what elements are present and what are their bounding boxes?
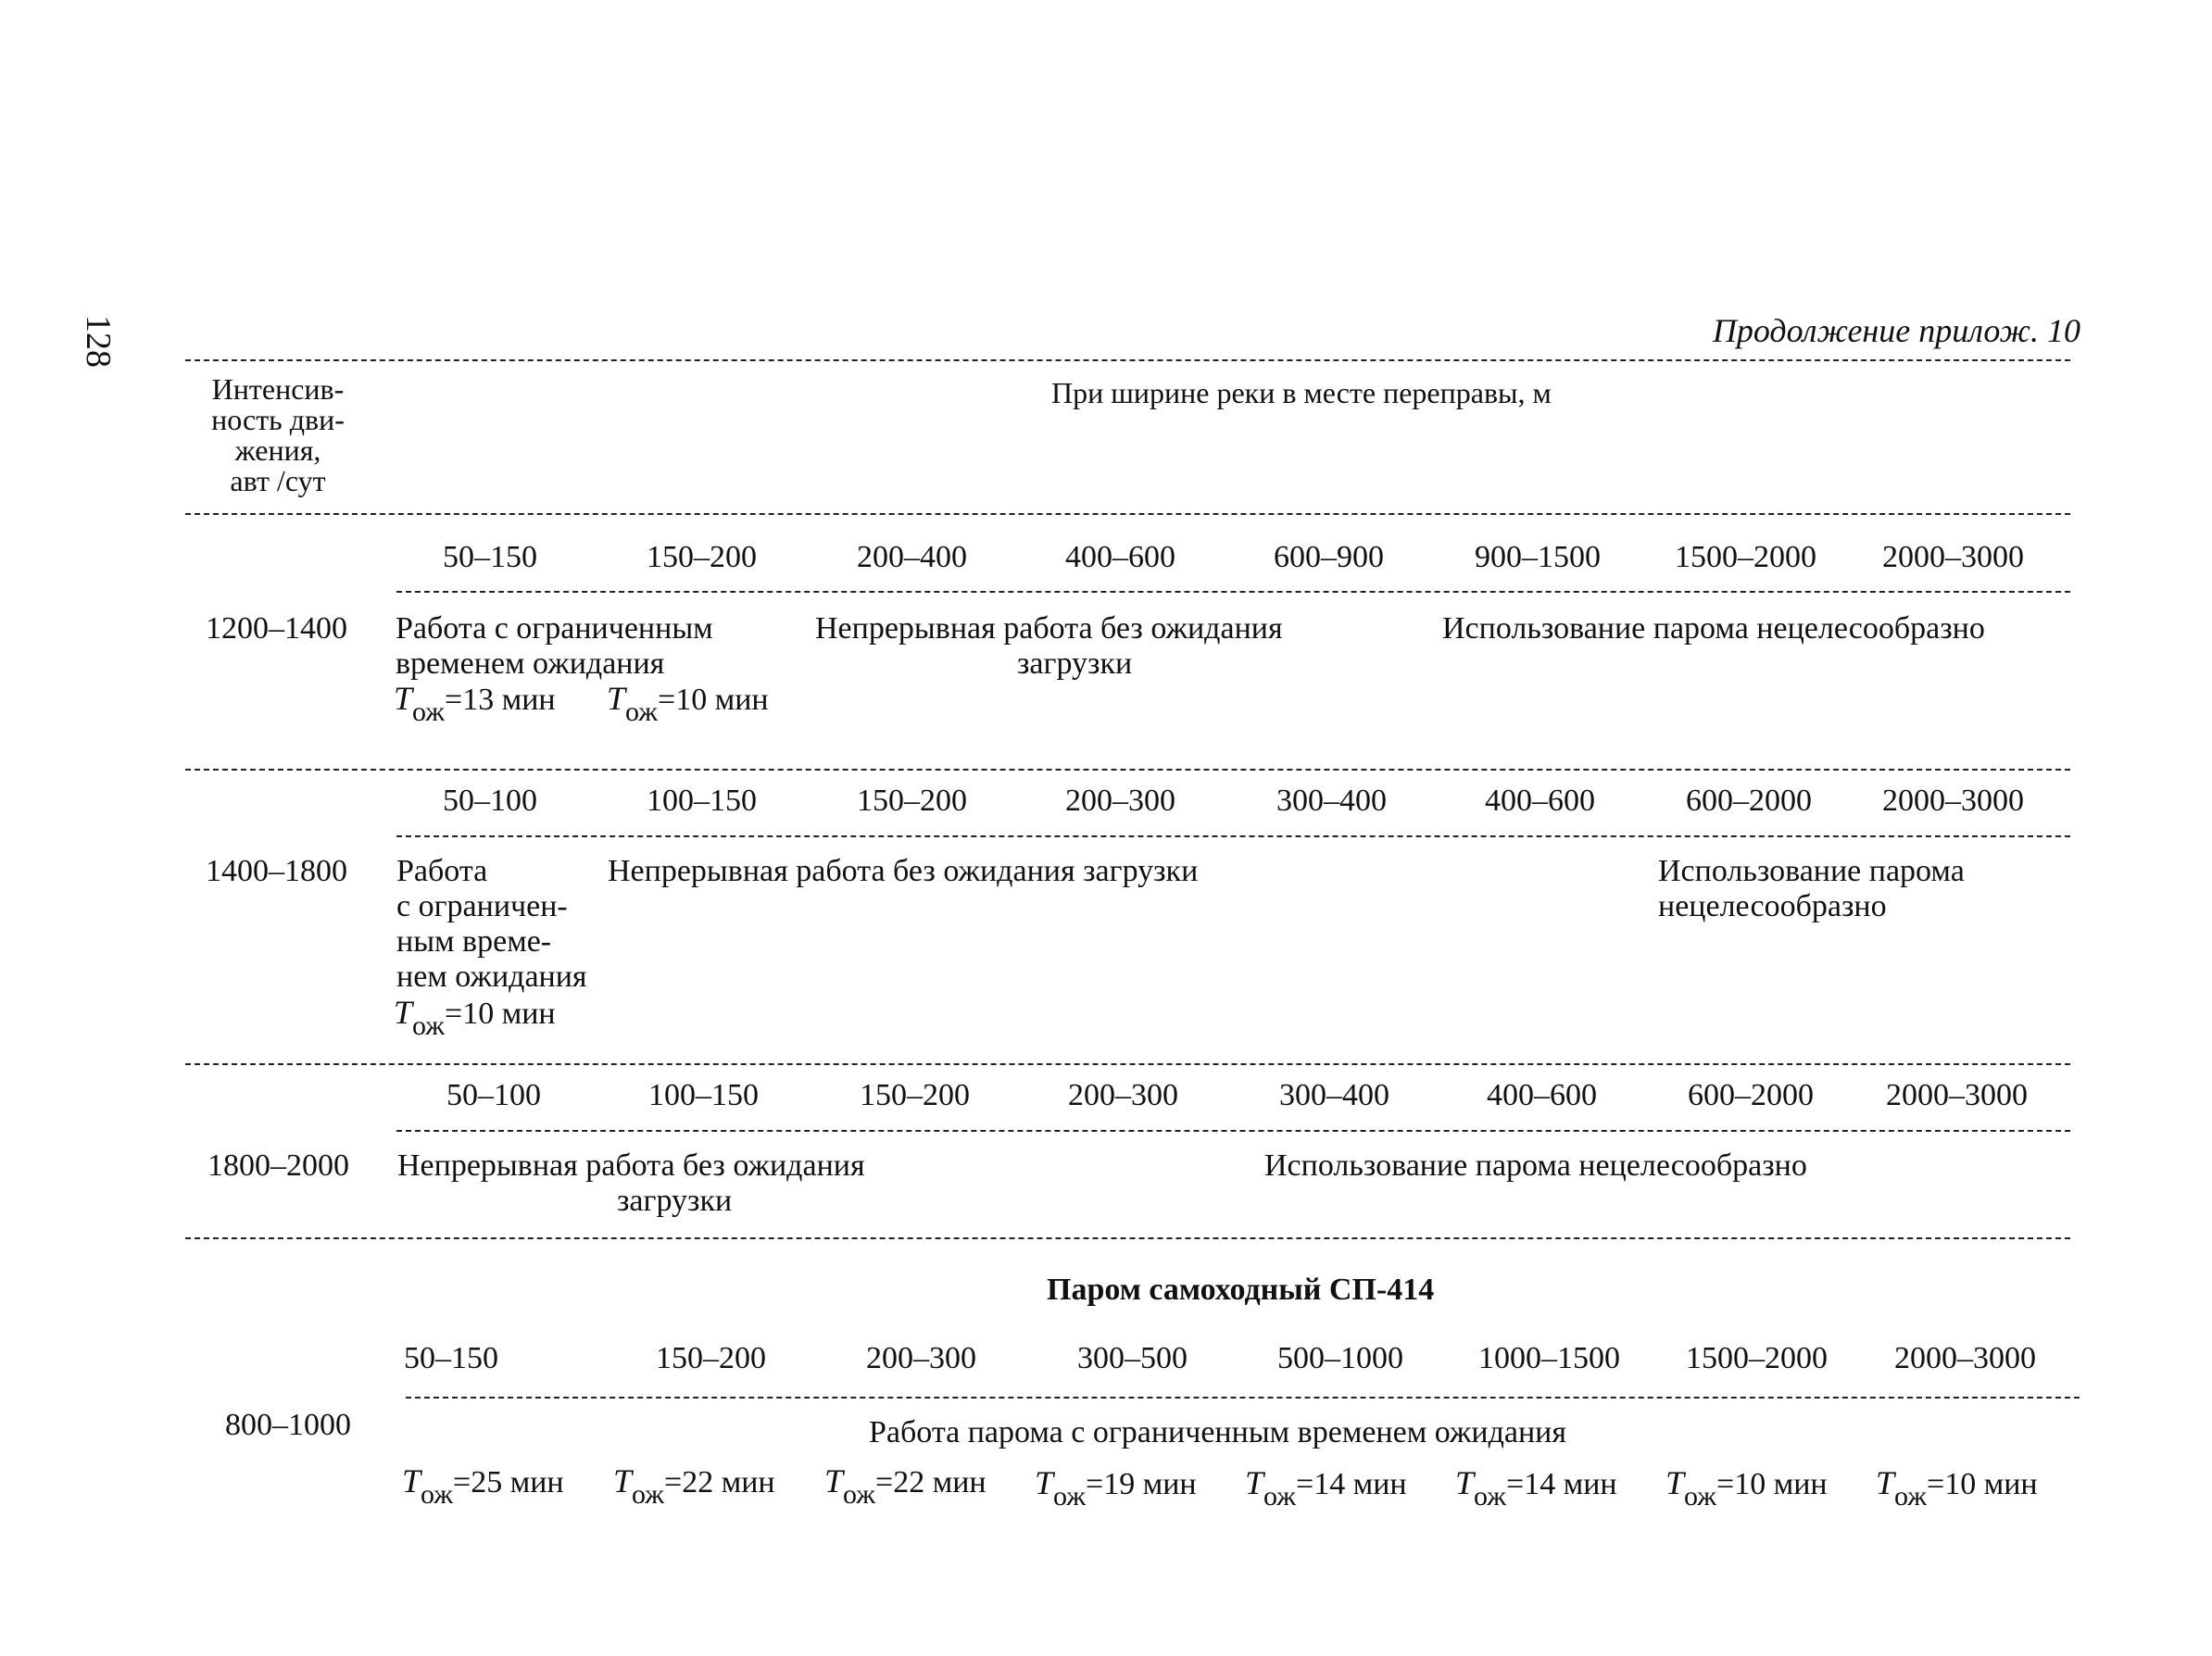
range-cell: 1000–1500: [1478, 1341, 1620, 1375]
range-cell: 500–1000: [1277, 1341, 1403, 1375]
rule-ranges: [396, 1130, 2070, 1132]
range-cell: 100–150: [647, 784, 757, 818]
not-advisable-line: Использование парома нецелесообразно: [1264, 1148, 1807, 1183]
page-number: 128: [79, 315, 118, 368]
wait-time: [1876, 1463, 2038, 1512]
wait-value: =25 мин: [453, 1465, 564, 1499]
range-cell: 600–2000: [1686, 784, 1812, 818]
range-cell: 50–100: [446, 1078, 541, 1112]
limited-wait-line: временем ожидания: [396, 646, 665, 681]
wait-time: [1665, 1463, 1828, 1512]
continuous-text: [608, 854, 1198, 889]
range-cell: 100–150: [648, 1078, 759, 1112]
header-span-title: При ширине реки в месте переправы, м: [1051, 376, 1552, 409]
rule-section: [185, 769, 2070, 771]
limited-wait-line: Работа: [396, 854, 488, 888]
not-advisable-line: Использование парома нецелесообразно: [1442, 611, 1985, 646]
wait-value: =19 мин: [1086, 1467, 1197, 1501]
wait-symbol: T: [613, 1462, 633, 1499]
continuous-line: загрузки: [617, 1184, 733, 1218]
limited-wait-line: нем ожидания: [396, 960, 587, 994]
wait-value: =22 мин: [875, 1465, 987, 1499]
range-cell: 600–2000: [1688, 1078, 1814, 1112]
wait-symbol: T: [607, 680, 626, 717]
wait-symbol: T: [1245, 1464, 1264, 1501]
wait-subscript: ож: [1894, 1481, 1928, 1512]
wait-symbol: T: [824, 1462, 844, 1499]
wait-value: =10 мин: [445, 997, 556, 1031]
range-cell: 400–600: [1485, 784, 1595, 818]
wait-value: =22 мин: [664, 1465, 775, 1499]
wait-symbol: T: [394, 994, 413, 1031]
not-advisable-line: нецелесообразно: [1658, 889, 1887, 923]
continuation-label: Продолжение прилож. 10: [1712, 312, 2080, 349]
wait-subscript: ож: [1263, 1481, 1297, 1512]
rule-section: [185, 1063, 2070, 1065]
range-cell: 2000–3000: [1882, 540, 2024, 574]
range-cell: 2000–3000: [1894, 1341, 2036, 1375]
wait-value: =13 мин: [445, 683, 556, 717]
header-intensity-line: жения,: [234, 433, 321, 467]
wait-value: =14 мин: [1506, 1467, 1617, 1501]
wait-time: [402, 1462, 564, 1511]
range-cell: 200–300: [1068, 1078, 1178, 1112]
intensity-value: 1200–1400: [206, 611, 347, 646]
range-cell: 150–200: [656, 1341, 766, 1375]
header-intensity: [195, 374, 361, 496]
range-cell: 200–300: [866, 1341, 976, 1375]
limited-wait-text: [396, 854, 587, 995]
rule-ranges: [396, 835, 2070, 837]
wait-symbol: T: [1035, 1464, 1054, 1501]
wait-subscript: ож: [843, 1479, 876, 1510]
range-cell: 2000–3000: [1882, 784, 2024, 818]
limited-wait-line: Работа с ограниченным: [396, 611, 713, 646]
continuous-line: Непрерывная работа без ожидания: [397, 1148, 865, 1183]
wait-subscript: ож: [412, 696, 446, 727]
header-intensity-line: ность дви-: [211, 403, 345, 436]
wait-time: [1035, 1463, 1197, 1512]
wait-time: [394, 993, 556, 1042]
wait-symbol: T: [1455, 1464, 1475, 1501]
not-advisable-text: [1264, 1148, 1807, 1184]
continuous-text: [397, 1148, 865, 1219]
wait-value: =10 мин: [1927, 1467, 2038, 1501]
header-intensity-line: Интенсив-: [211, 372, 345, 406]
range-cell: 50–100: [443, 784, 537, 818]
range-cell: 400–600: [1487, 1078, 1597, 1112]
rule-header-bottom: [185, 513, 2070, 515]
wait-symbol: T: [1665, 1464, 1685, 1501]
wait-subscript: ож: [412, 1010, 446, 1041]
limited-wait-line: ным време-: [396, 924, 552, 959]
range-cell: 50–150: [443, 540, 537, 574]
range-cell: 300–400: [1279, 1078, 1389, 1112]
range-cell: 200–300: [1065, 784, 1175, 818]
range-cell: 150–200: [860, 1078, 970, 1112]
continuous-line: Непрерывная работа без ожидания загрузки: [608, 854, 1199, 888]
intensity-value: 800–1000: [225, 1408, 351, 1442]
limited-wait-line: с ограничен-: [396, 889, 568, 923]
rule-top: [185, 359, 2070, 361]
range-cell: 300–500: [1077, 1341, 1188, 1375]
wait-time: [607, 679, 769, 728]
wait-symbol: T: [394, 680, 413, 717]
range-cell: 1500–2000: [1675, 540, 1816, 574]
range-cell: 150–200: [857, 784, 967, 818]
range-cell: 150–200: [647, 540, 757, 574]
wait-time: [1455, 1463, 1617, 1512]
not-advisable-text: [1442, 611, 1985, 646]
continuous-line: Непрерывная работа без ожидания: [815, 611, 1283, 646]
intensity-value: 1400–1800: [206, 854, 347, 888]
not-advisable-text: [1658, 854, 1965, 924]
not-advisable-line: Использование парома: [1658, 854, 1965, 888]
wait-symbol: T: [1876, 1464, 1895, 1501]
continuous-line: загрузки: [1017, 646, 1133, 681]
rule-ranges: [396, 591, 2070, 593]
range-cell: 900–1500: [1475, 540, 1601, 574]
wait-subscript: ож: [632, 1479, 665, 1510]
wait-time: [394, 679, 556, 728]
range-cell: 200–400: [857, 540, 967, 574]
wait-value: =14 мин: [1296, 1467, 1407, 1501]
rule-section: [185, 1237, 2070, 1239]
wait-time: [824, 1462, 987, 1511]
range-cell: 2000–3000: [1886, 1078, 2028, 1112]
wait-subscript: ож: [625, 696, 659, 727]
wait-subscript: ож: [421, 1479, 454, 1510]
ferry-work-text: Работа парома с ограниченным временем ожидания: [869, 1415, 1566, 1449]
wait-value: =10 мин: [1716, 1467, 1828, 1501]
ferry-title: Паром самоходный СП-414: [1047, 1273, 1435, 1307]
wait-time: [613, 1462, 775, 1511]
range-cell: 400–600: [1065, 540, 1175, 574]
wait-time: [1245, 1463, 1407, 1512]
intensity-value: 1800–2000: [207, 1148, 349, 1183]
range-cell: 300–400: [1276, 784, 1387, 818]
range-cell: 50–150: [404, 1341, 498, 1375]
wait-subscript: ож: [1474, 1481, 1507, 1512]
rule-ranges: [406, 1397, 2080, 1399]
range-cell: 1500–2000: [1686, 1341, 1828, 1375]
wait-subscript: ож: [1053, 1481, 1087, 1512]
wait-subscript: ож: [1684, 1481, 1717, 1512]
wait-symbol: T: [402, 1462, 421, 1499]
wait-value: =10 мин: [658, 683, 769, 717]
header-intensity-line: авт /сут: [230, 464, 326, 497]
range-cell: 600–900: [1274, 540, 1384, 574]
continuous-text: [815, 611, 1283, 682]
limited-wait-text: [396, 611, 713, 682]
